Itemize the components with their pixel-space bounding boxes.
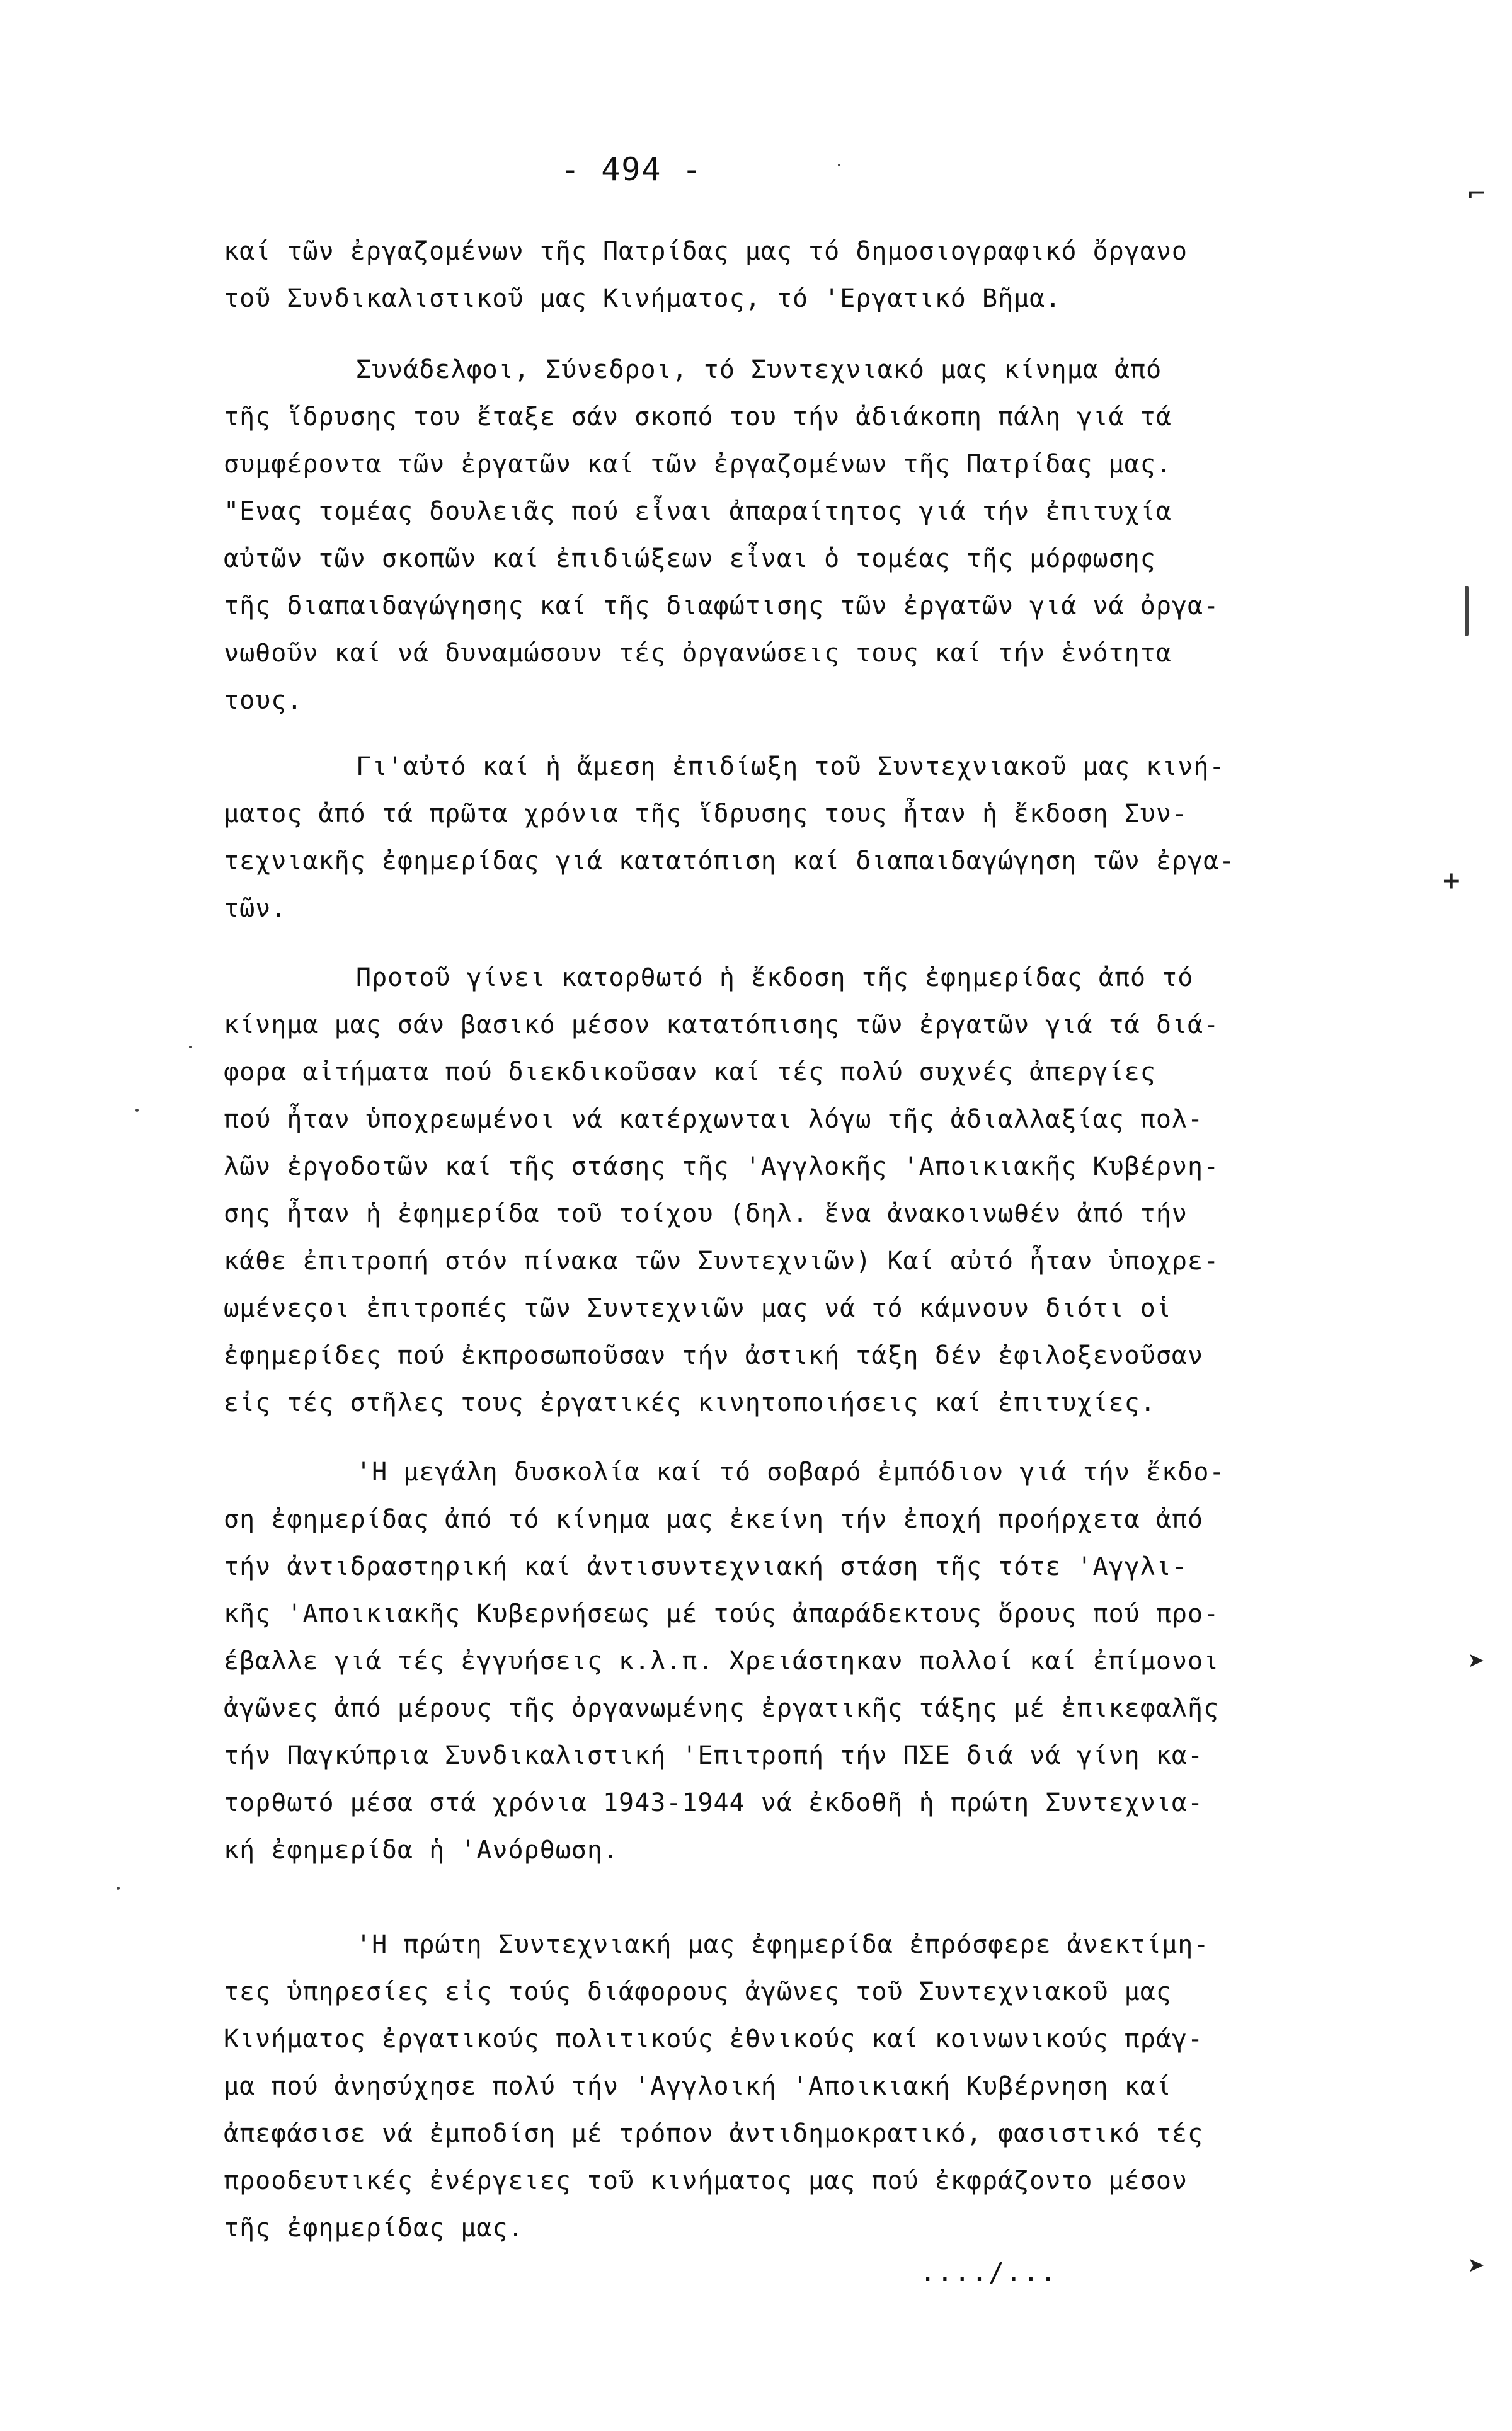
scan-speck: [117, 1887, 120, 1890]
scan-speck: [135, 1109, 139, 1112]
margin-stroke: [1465, 586, 1469, 636]
margin-mark-cross: +: [1443, 863, 1460, 897]
paragraph-education: Συνάδελφοι, Σύνεδροι, τό Συντεχνιακό μας κίνημα ἀπό τῆς ἵδρυσης του ἔταξε σάν σκοπό του τήν ἀδιάκοπη πάλη γιά τά συμφέροντα τῶν ἐργατῶν καί τῶν ἐργαζομένων τῆς Πατρίδας μας. "Ενας τομέας δουλειᾶς πού εἶναι ἀπαραίτητος γιά τήν ἐπιτυχία αὐτῶν τῶν σκοπῶν καί ἐπιδιώξεων εἶναι ὁ τομέας τῆς μόρφωσης τῆς διαπαιδαγώγησης καί τῆς διαφώτισης τῶν ἐργατῶν γιά νά ὀργα- νωθοῦν καί νά δυναμώσουν τές ὀργανώσεις τους καί τήν ἑνότητα τους.: [224, 355, 1220, 715]
margin-mark-top-right: ⌐: [1468, 176, 1486, 210]
paragraph-intro-continuation: καί τῶν ἐργαζομένων τῆς Πατρίδας μας τό δημοσιογραφικό ὄργανο τοῦ Συνδικαλιστικοῦ μας Κινήματος, τό 'Εργατικό Βῆμα.: [224, 237, 1188, 313]
scan-speck: [189, 1046, 192, 1048]
paragraph-difficulties: 'Η μεγάλη δυσκολία καί τό σοβαρό ἐμπόδιον γιά τήν ἔκδο- ση ἐφημερίδας ἀπό τό κίνημα μας ἐκείνη τήν ἐποχή προήρχετα ἀπό τήν ἀντιδραστηρική καί ἀντισυντεχνιακή στάση τῆς τότε 'Αγγλι- κῆς 'Αποικιακῆς Κυβερνήσεως μέ τούς ἀπαράδεκτους ὅρους πού προ- έβαλλε γιά τές ἐγγυήσεις κ.λ.π. Χρειάστηκαν πολλοί καί ἐπίμονοι ἀγῶνες ἀπό μέρους τῆς ὀργανωμένης ἐργατικῆς τάξης μέ ἐπικεφαλῆς τήν Παγκύπρια Συνδικαλιστική 'Επιτροπή τήν ΠΣΕ διά νά γίνη κα- τορθωτό μέσα στά χρόνια 1943-1944 νά ἐκδοθῆ ἡ πρώτη Συντεχνια- κή ἐφημερίδα ἡ 'Ανόρθωση.: [224, 1458, 1225, 1865]
continuation-mark: ..../...: [920, 2257, 1058, 2287]
scan-speck: [838, 164, 840, 166]
paragraph-first-newspaper: 'Η πρώτη Συντεχνιακή μας ἐφημερίδα ἐπρόσφερε ἀνεκτίμη- τες ὑπηρεσίες εἰς τούς διάφορους ἀγῶνες τοῦ Συντεχνιακοῦ μας Κινήματος ἐργατικούς πολιτικούς ἐθνικούς καί κοινωνικούς πράγ- μα πού ἀνησύχησε πολύ τήν 'Αγγλοική 'Αποικιακή Κυβέρνηση καί ἀπεφάσισε νά ἐμποδίση μέ τρόπον ἀντιδημοκρατικό, φασιστικό τές προοδευτικές ἐνέργειες τοῦ κινήματος μας πού ἐκφράζοντο μέσον τῆς ἐφημερίδας μας.: [224, 1930, 1210, 2243]
paragraph-newspaper-aim: Γι'αὐτό καί ἡ ἄμεση ἐπιδίωξη τοῦ Συντεχνιακοῦ μας κινή- ματος ἀπό τά πρῶτα χρόνια τῆς ἵδρυσης τους ἦταν ἡ ἔκδοση Συν- τεχνιακῆς ἐφημερίδας γιά κατατόπιση καί διαπαιδαγώγηση τῶν ἐργα- τῶν.: [224, 752, 1235, 923]
paragraph-wall-newspaper: Προτοῦ γίνει κατορθωτό ἡ ἔκδοση τῆς ἐφημερίδας ἀπό τό κίνημα μας σάν βασικό μέσον κατατόπισης τῶν ἐργατῶν γιά τά διά- φορα αἰτήματα πού διεκδικοῦσαν καί τές πολύ συχνές ἀπεργίες πού ἦταν ὑποχρεωμένοι νά κατέρχωνται λόγω τῆς ἀδιαλλαξίας πολ- λῶν ἐργοδοτῶν καί τῆς στάσης τῆς 'Αγγλοκῆς 'Αποικιακῆς Κυβέρνη- σης ἦταν ἡ ἐφημερίδα τοῦ τοίχου (δηλ. ἕνα ἀνακοινωθέν ἀπό τήν κάθε ἐπιτροπή στόν πίνακα τῶν Συντεχνιῶν) Καί αὐτό ἦταν ὑποχρε- ωμένεςοι ἐπιτροπές τῶν Συντεχνιῶν μας νά τό κάμνουν διότι οἱ ἐφημερίδες πού ἐκπροσωποῦσαν τήν ἀστική τάξη δέν ἐφιλοξενοῦσαν εἰς τές στῆλες τους ἐργατικές κινητοποιήσεις καί ἐπιτυχίες.: [224, 963, 1220, 1417]
page-number: - 494 -: [561, 151, 702, 188]
margin-mark-arrow: ➤: [1468, 1644, 1486, 1678]
margin-mark-arrow-bottom: ➤: [1468, 2249, 1486, 2283]
